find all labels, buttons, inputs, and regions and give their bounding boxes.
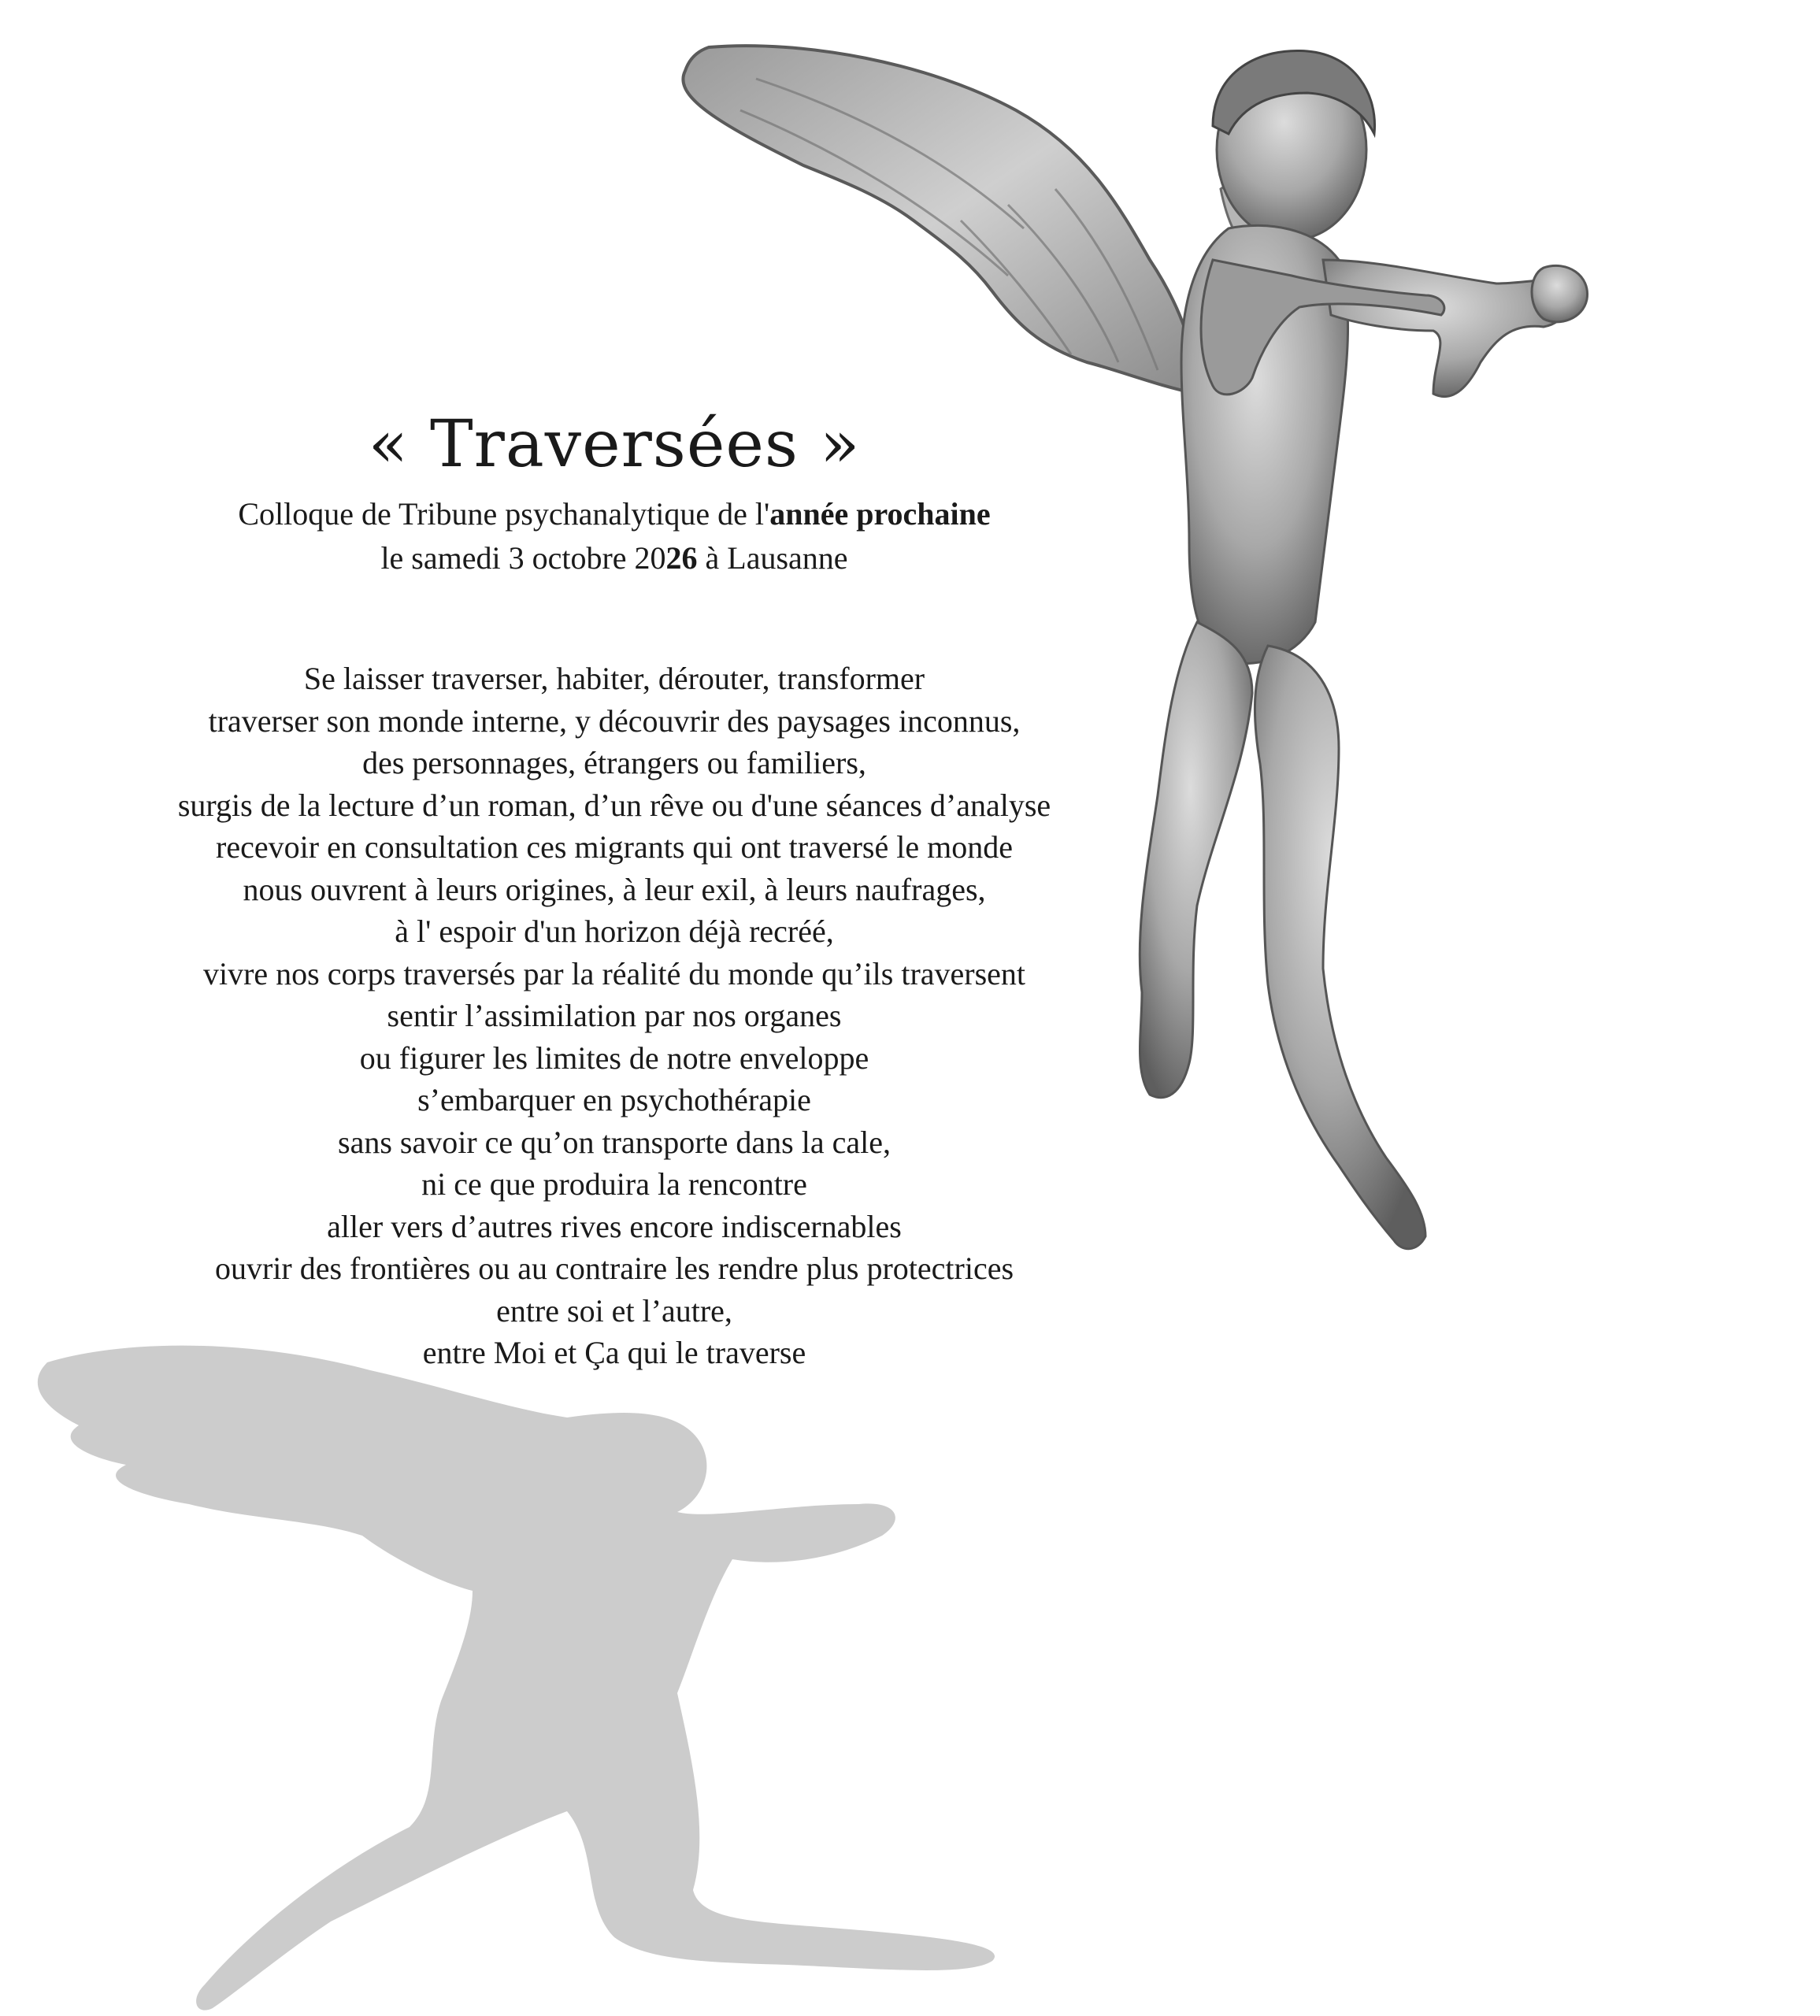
event-subtitle <box>102 492 1126 580</box>
poem-line: des personnages, étrangers ou familiers, <box>362 745 866 780</box>
poem-line: à l' espoir d'un horizon déjà recréé, <box>395 914 834 949</box>
poem-line: s’embarquer en psychothérapie <box>417 1082 811 1117</box>
poem-line: sans savoir ce qu’on transporte dans la cale, <box>338 1124 891 1160</box>
event-line-colloque <box>102 492 1126 536</box>
poem-line: ouvrir des frontières ou au contraire les rendre plus protectrices <box>214 1251 1014 1286</box>
poem-text <box>102 658 1126 1374</box>
poem-line: surgis de la lecture d’un roman, d’un rêve ou d'une séances d’analyse <box>177 787 1051 823</box>
poem-line: aller vers d’autres rives encore indiscernables <box>327 1208 902 1244</box>
poem-line: entre Moi et Ça qui le traverse <box>422 1335 806 1370</box>
statue-arm-right <box>1323 260 1567 397</box>
poem-line: traverser son monde interne, y découvrir des paysages inconnus, <box>208 702 1021 739</box>
colloque-bold-text: année prochaine <box>769 496 991 532</box>
colloque-text: Colloque de Tribune psychanalytique de l' <box>238 496 770 532</box>
statue-leg-left <box>1140 622 1252 1098</box>
poem-line: entre soi et l’autre, <box>496 1292 732 1329</box>
poem-line: recevoir en consultation ces migrants qui ont traversé le monde <box>216 829 1013 865</box>
poem-line: nous ouvrent à leurs origines, à leur exil, à leurs naufrages, <box>243 871 986 907</box>
event-line-date <box>102 536 1126 580</box>
date-year-bold: 26 <box>665 540 698 576</box>
poem-line: vivre nos corps traversés par la réalité du monde qu’ils traversent <box>202 955 1026 991</box>
poem-line: Se laisser traverser, habiter, dérouter, transformer <box>303 661 925 696</box>
poem-line: ni ce que produira la rencontre <box>421 1166 807 1202</box>
statue-leg-right <box>1255 646 1425 1249</box>
poem-line: sentir l’assimilation par nos organes <box>387 998 842 1033</box>
poem-line: ou figurer les limites de notre enveloppe <box>359 1040 869 1076</box>
page-title: « Traversées » <box>368 407 861 482</box>
statue-fist <box>1532 265 1588 321</box>
date-suffix: à Lausanne <box>697 540 848 576</box>
date-prefix: le samedi 3 octobre 20 <box>380 540 666 576</box>
